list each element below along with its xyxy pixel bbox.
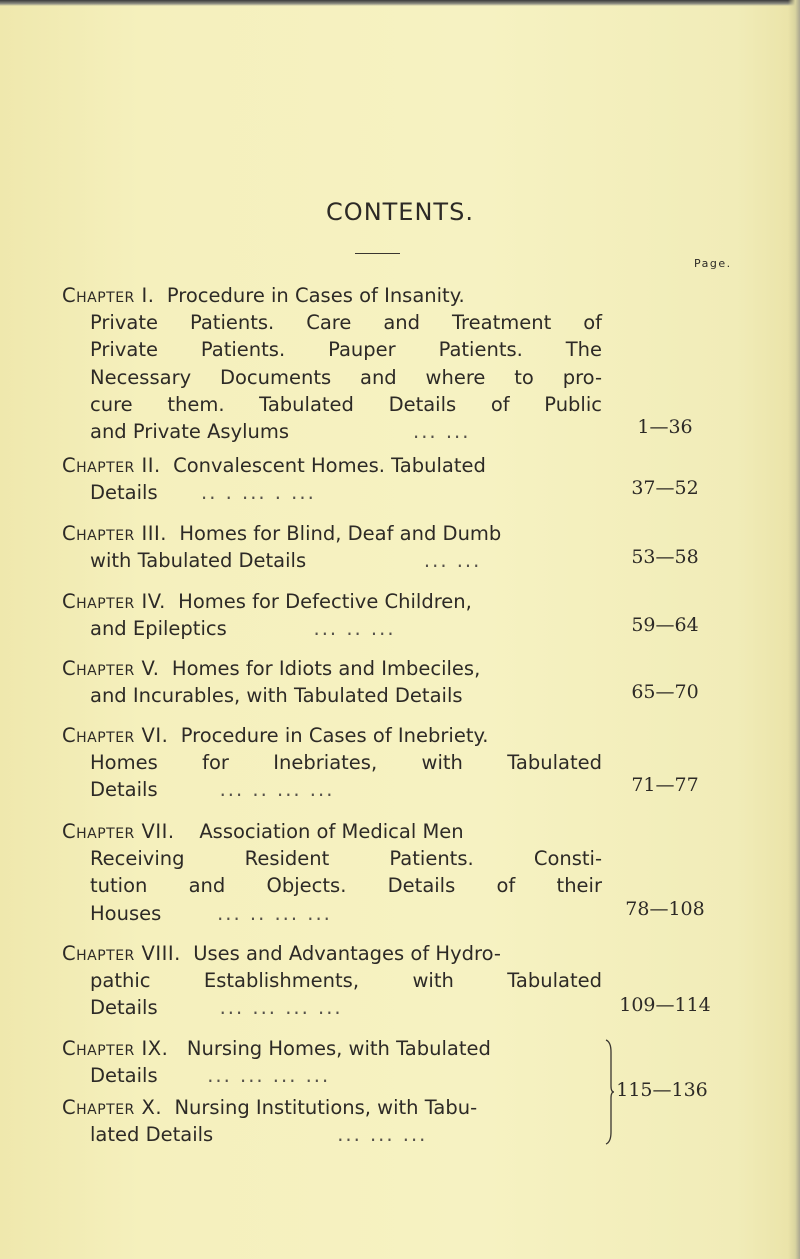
chapter-title-line: and Private Asylums <box>90 420 290 444</box>
chapter-heading: Chapter V. <box>62 657 160 680</box>
contents-title: CONTENTS. <box>326 198 474 226</box>
chapter-title-line: Details <box>90 1064 158 1088</box>
chapter-title-line: Homes for Defective Children, <box>178 590 472 613</box>
chapter-title-line: with Tabulated Details <box>90 549 307 573</box>
chapter-title-line: Homes for Blind, Deaf and Dumb <box>179 522 502 545</box>
chapter-title-line: Nursing Institutions, with Tabu- <box>174 1096 478 1119</box>
chapter-title-line: and Incurables, with Tabulated Details <box>90 684 463 708</box>
page-range-chapter-1: 1—36 <box>637 416 693 438</box>
leader-dots: ... ... <box>413 420 471 444</box>
chapter-heading: Chapter VII. <box>62 820 175 843</box>
page-top-edge <box>0 0 800 6</box>
chapter-heading: Chapter IV. <box>62 590 166 613</box>
leader-dots: ... ... ... <box>337 1123 428 1147</box>
chapter-title-line: Details <box>90 778 158 802</box>
toc-entry-chapter-2 <box>62 452 602 506</box>
toc-entry-chapter-7 <box>62 818 602 927</box>
chapter-title-line: Homes for Inebriates, with Tabulated <box>90 751 602 775</box>
chapter-title-line: Details <box>90 481 158 505</box>
chapter-title-line: Houses <box>90 901 162 925</box>
leader-dots: ... .. ... <box>313 617 396 641</box>
chapter-title-line: Nursing Homes, with Tabulated <box>186 1037 491 1060</box>
leader-dots: ... .. ... ... <box>219 778 335 802</box>
chapter-title-line: Homes for Idiots and Imbeciles, <box>171 657 481 680</box>
page-range-chapter-8: 109—114 <box>619 994 711 1016</box>
leader-dots: ... .. ... ... <box>217 901 332 925</box>
leader-dots: ... ... ... ... <box>219 996 343 1020</box>
toc-entry-chapter-9 <box>62 1035 602 1089</box>
chapter-title-line: Receiving Resident Patients. Consti- <box>90 847 602 871</box>
chapter-title-line: and Epileptics <box>90 617 227 641</box>
page-column-heading: Page. <box>694 257 732 270</box>
leader-dots: .. . ... . ... <box>201 481 316 505</box>
page-range-chapter-4: 59—64 <box>631 614 699 636</box>
toc-entry-chapter-3 <box>62 520 602 574</box>
page-right-edge <box>788 0 800 1259</box>
toc-entry-chapter-8 <box>62 940 602 1022</box>
leader-dots: ... ... ... ... <box>207 1064 331 1088</box>
page-range-chapter-5: 65—70 <box>631 681 699 703</box>
chapter-title-line: Details <box>90 996 158 1020</box>
chapter-heading: Chapter X. <box>62 1096 163 1119</box>
chapter-heading: Chapter VIII. <box>62 942 181 965</box>
leader-dots: ... ... <box>423 549 482 573</box>
chapter-title-line: Private Patients. Care and Treatment of <box>90 311 602 335</box>
chapter-title-line: lated Details <box>90 1123 214 1147</box>
toc-entry-chapter-6 <box>62 722 602 804</box>
toc-entry-chapter-1 <box>62 282 602 445</box>
chapter-title-line: Private Patients. Pauper Patients. The <box>90 338 602 362</box>
chapter-heading: Chapter I. <box>62 284 155 307</box>
chapter-title-line: pathic Establishments, with Tabulated <box>90 969 602 993</box>
page-range-chapter-2: 37—52 <box>631 477 699 499</box>
chapter-title-line: Convalescent Homes. Tabulated <box>173 454 486 477</box>
page-range-chapter-7: 78—108 <box>625 898 705 920</box>
toc-entry-chapter-5 <box>62 655 602 709</box>
chapter-title-line: Procedure in Cases of Inebriety. <box>180 724 489 747</box>
chapter-heading: Chapter II. <box>62 454 161 477</box>
chapter-title-line: cure them. Tabulated Details of Public <box>90 392 602 416</box>
chapter-heading: Chapter IX. <box>62 1037 169 1060</box>
chapter-title-line: Association of Medical Men <box>199 820 464 843</box>
chapter-title-line: tution and Objects. Details of their <box>90 874 602 898</box>
page-range-chapter-3: 53—58 <box>631 546 699 568</box>
page-range-chapter-6: 71—77 <box>631 774 699 796</box>
chapter-heading: Chapter VI. <box>62 724 169 747</box>
page-range-chapters-9-10: 115—136 <box>616 1079 708 1101</box>
chapter-title-line: Uses and Advantages of Hydro- <box>193 942 501 965</box>
toc-entry-chapter-10 <box>62 1094 602 1148</box>
chapter-title-line: Necessary Documents and where to pro- <box>90 365 602 389</box>
chapter-title-line: Procedure in Cases of Insanity. <box>166 284 465 307</box>
chapter-heading: Chapter III. <box>62 522 167 545</box>
toc-entry-chapter-4 <box>62 588 602 642</box>
title-rule <box>355 253 400 254</box>
